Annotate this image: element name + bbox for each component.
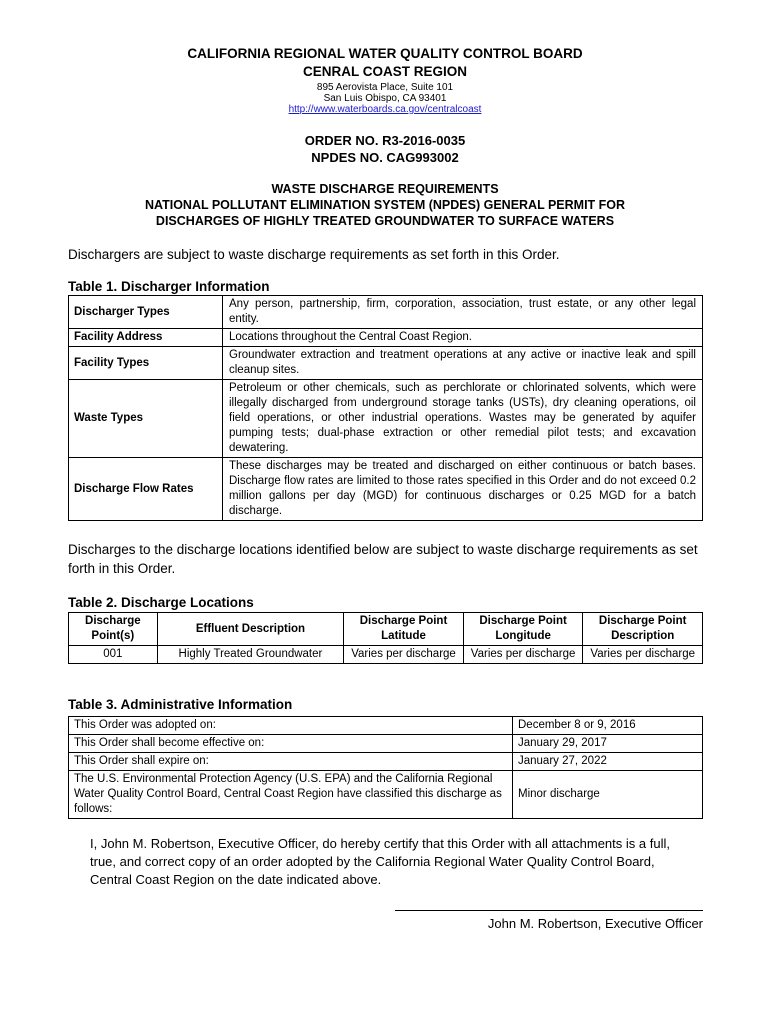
discharger-information-table (68, 295, 703, 521)
effluent-description-cell: Highly Treated Groundwater (157, 646, 344, 664)
row-value: January 27, 2022 (513, 753, 703, 771)
row-value: Any person, partnership, firm, corporation, association, trust estate, or any other legal entity. (223, 296, 703, 329)
table-row (69, 771, 703, 819)
point-description-cell: Varies per discharge (583, 646, 703, 664)
row-label: Discharge Flow Rates (69, 458, 223, 521)
doc-title-line3: DISCHARGES OF HIGHLY TREATED GROUNDWATER TO SURFACE WATERS (155, 214, 615, 228)
row-label: The U.S. Environmental Protection Agency (U.S. EPA) and the California Regional Water Quality Control Board, Central Coast Region have classified this discharge as follows: (69, 771, 513, 819)
certification-statement: I, John M. Robertson, Executive Officer, do hereby certify that this Order with all attachments is a full, true, and correct copy of an order adopted by the California Regional Water Quality Control Board, Central Coast Region on the date indicated above. (90, 836, 670, 887)
discharge-locations-paragraph: Discharges to the discharge locations identified below are subject to waste discharge requirements as set forth in this Order. (68, 542, 698, 576)
row-value: Minor discharge (513, 771, 703, 819)
table-row (69, 380, 703, 458)
row-value: Petroleum or other chemicals, such as perchlorate or chlorinated solvents, which were illegally discharged from underground storage tanks (USTs), dry cleaning operations, oil field operations, or other industrial operations. Wastes may be generated by aquifer pumping tests; dual-phase extraction or other remedial pilot tests; and excavation dewatering. (223, 380, 703, 458)
row-label: This Order was adopted on: (69, 717, 513, 735)
doc-title-line1: WASTE DISCHARGE REQUIREMENTS (271, 182, 499, 196)
column-header: Discharge Point Longitude (463, 613, 583, 646)
row-value: These discharges may be treated and discharged on either continuous or batch bases. Discharge flow rates are limited to those rates specified in this Order and do not exceed 0.2 million gallons per day (MGD) for continuous discharges or 0.25 MGD for a batch discharge. (223, 458, 703, 521)
latitude-cell: Varies per discharge (344, 646, 464, 664)
npdes-number: NPDES NO. CAG993002 (311, 150, 459, 165)
table-row (69, 329, 703, 347)
row-value: Locations throughout the Central Coast Region. (223, 329, 703, 347)
address-street: 895 Aerovista Place, Suite 101 (316, 82, 454, 93)
column-header: Discharge Point Description (583, 613, 703, 646)
column-header: Discharge Point(s) (69, 613, 158, 646)
row-label: Waste Types (69, 380, 223, 458)
row-value: December 8 or 9, 2016 (513, 717, 703, 735)
row-label: This Order shall expire on: (69, 753, 513, 771)
administrative-information-table (68, 716, 703, 819)
table-row (69, 458, 703, 521)
address-city: San Luis Obispo, CA 93401 (323, 93, 447, 104)
table-row (69, 646, 703, 664)
table1-caption: Table 1. Discharger Information (68, 279, 270, 294)
website-link[interactable]: http://www.waterboards.ca.gov/centralcoast (288, 104, 482, 115)
signatory-name: John M. Robertson, Executive Officer (487, 916, 703, 931)
doc-title-line2: NATIONAL POLLUTANT ELIMINATION SYSTEM (NPDES) GENERAL PERMIT FOR (144, 198, 626, 212)
table-row (69, 717, 703, 735)
row-label: Facility Address (69, 329, 223, 347)
row-value: January 29, 2017 (513, 735, 703, 753)
table-row (69, 347, 703, 380)
table2-caption: Table 2. Discharge Locations (68, 595, 254, 610)
org-region: CENRAL COAST REGION (302, 64, 467, 79)
signature-line (395, 910, 703, 911)
longitude-cell: Varies per discharge (463, 646, 583, 664)
org-name: CALIFORNIA REGIONAL WATER QUALITY CONTROL BOARD (187, 46, 583, 61)
row-label: Facility Types (69, 347, 223, 380)
order-number: ORDER NO. R3-2016-0035 (304, 133, 466, 148)
column-header: Discharge Point Latitude (344, 613, 464, 646)
table-row (69, 753, 703, 771)
row-label: This Order shall become effective on: (69, 735, 513, 753)
row-value: Groundwater extraction and treatment operations at any active or inactive leak and spill cleanup sites. (223, 347, 703, 380)
table-header-row (69, 613, 703, 646)
discharge-point-cell: 001 (69, 646, 158, 664)
column-header: Effluent Description (157, 613, 344, 646)
intro-paragraph: Dischargers are subject to waste discharge requirements as set forth in this Order. (68, 247, 560, 262)
table3-caption: Table 3. Administrative Information (68, 697, 293, 712)
discharge-locations-table (68, 612, 703, 664)
row-label: Discharger Types (69, 296, 223, 329)
table-row (69, 296, 703, 329)
table-row (69, 735, 703, 753)
